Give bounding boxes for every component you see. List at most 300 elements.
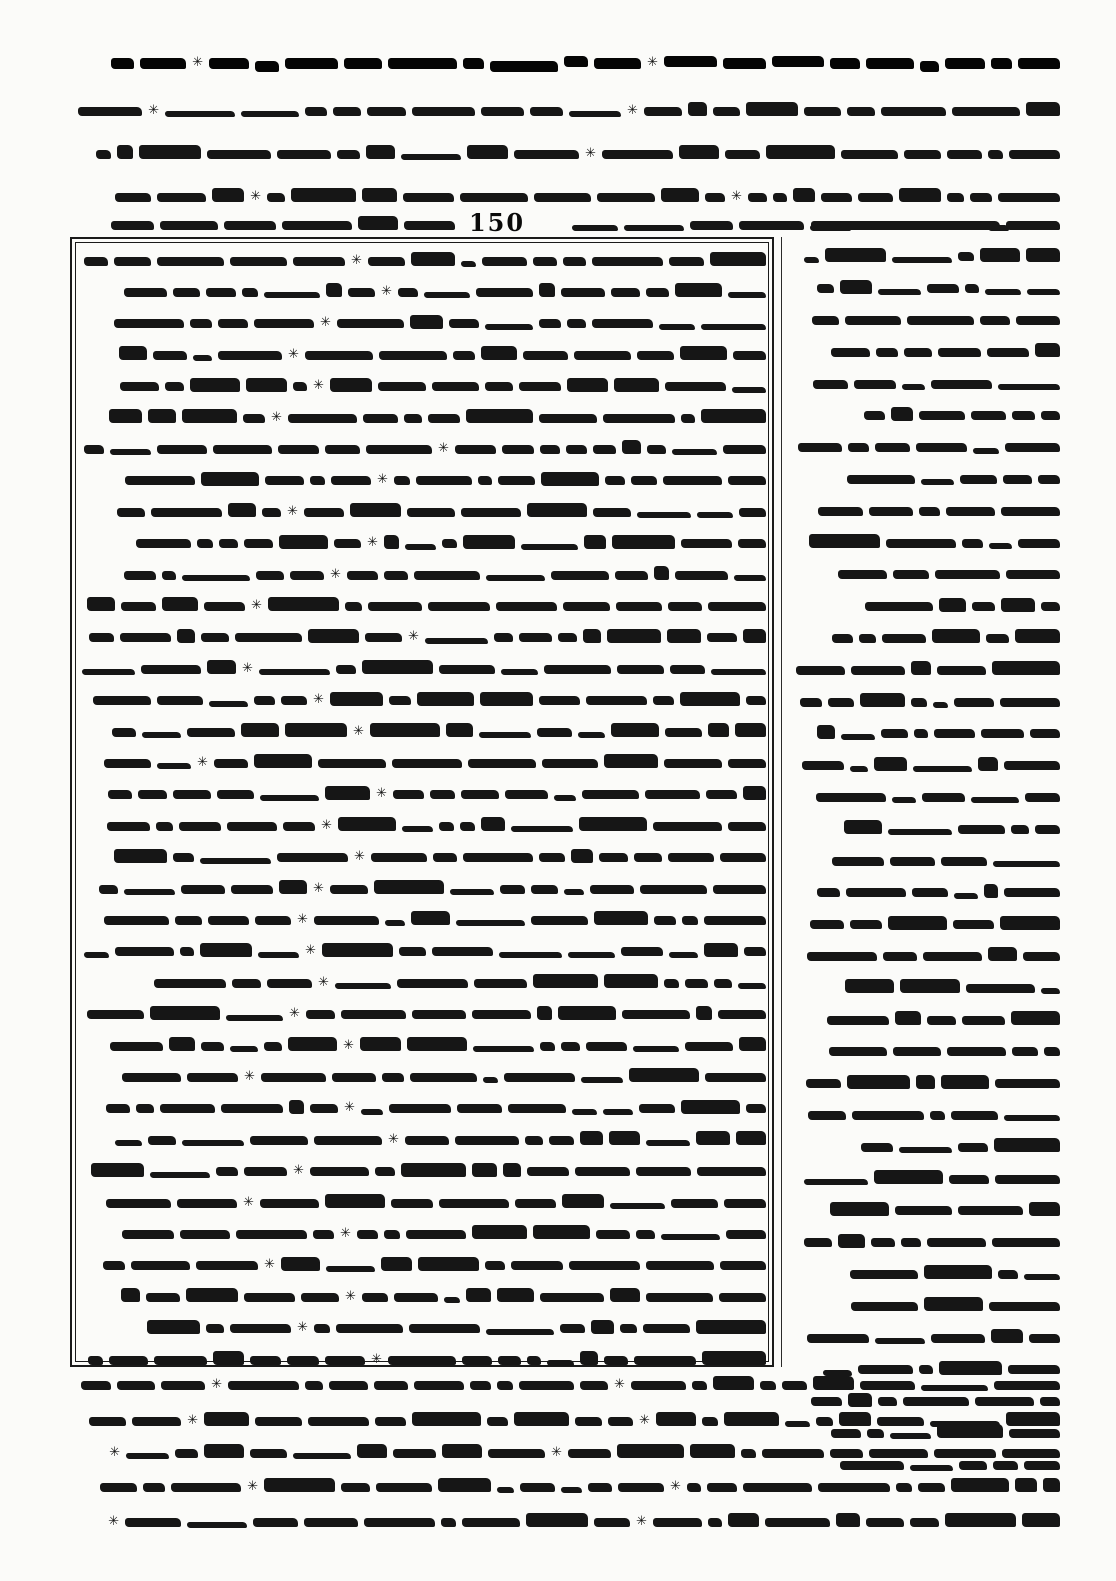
- text-word: [378, 382, 426, 391]
- text-word: [301, 1293, 339, 1302]
- text-word: [1030, 729, 1060, 738]
- text-word: [746, 1104, 766, 1113]
- text-word: [418, 1257, 479, 1271]
- text-word: [432, 947, 493, 956]
- text-word: [267, 979, 312, 988]
- text-word: [402, 826, 433, 832]
- text-word: [250, 1449, 287, 1458]
- margin-text-line: [796, 1198, 1060, 1224]
- text-word: [357, 1444, 387, 1458]
- text-word: [341, 1010, 406, 1019]
- text-word: [874, 1170, 943, 1184]
- text-word: [611, 723, 659, 737]
- text-word: [1043, 1478, 1060, 1492]
- text-word: [401, 154, 461, 160]
- text-word: [143, 1483, 165, 1492]
- text-word: [488, 1449, 545, 1458]
- text-word: [1040, 1397, 1060, 1406]
- text-word: [568, 952, 615, 958]
- text-word: [325, 1194, 385, 1208]
- text-word: [179, 822, 221, 831]
- text-word: [384, 535, 399, 549]
- text-word: [966, 984, 1035, 993]
- text-word: [817, 284, 834, 293]
- main-text-line: [80, 374, 766, 400]
- text-word: [82, 669, 135, 675]
- text-word: [848, 443, 869, 452]
- text-word: [646, 1140, 690, 1146]
- text-word: [124, 288, 167, 297]
- text-word: [602, 150, 673, 159]
- text-word: [481, 107, 524, 116]
- text-word: [472, 1225, 527, 1239]
- text-word: [939, 598, 966, 612]
- text-word: [363, 414, 398, 423]
- text-word: [629, 1068, 699, 1082]
- text-word: [796, 666, 845, 675]
- text-word: [743, 786, 766, 800]
- text-word: [831, 348, 870, 357]
- text-word: [572, 225, 618, 231]
- text-word: [407, 508, 455, 517]
- section-marker-icon: ✳: [250, 188, 262, 204]
- text-word: [701, 409, 766, 423]
- main-text-line: [80, 782, 766, 808]
- text-word: [875, 443, 910, 452]
- text-word: [218, 319, 248, 328]
- text-word: [1026, 102, 1060, 116]
- text-word: [336, 665, 356, 674]
- text-word: [580, 1351, 598, 1365]
- text-word: [540, 1042, 555, 1051]
- text-word: [596, 1230, 630, 1239]
- main-text-line: [80, 1159, 766, 1185]
- text-word: [738, 983, 766, 989]
- text-word: [154, 1356, 207, 1365]
- text-word: [318, 759, 386, 768]
- text-word: [881, 107, 946, 116]
- text-word: [728, 759, 766, 768]
- text-word: [991, 1329, 1023, 1343]
- margin-text-line: [796, 848, 1060, 874]
- main-text-line: [80, 1064, 766, 1090]
- text-word: [947, 1047, 1006, 1056]
- text-word: [497, 1288, 534, 1302]
- text-word: [157, 696, 203, 705]
- text-word: [468, 759, 536, 768]
- text-word: [308, 1417, 369, 1426]
- text-word: [519, 633, 552, 642]
- text-word: [878, 289, 921, 295]
- text-word: [498, 476, 535, 485]
- text-word: [540, 445, 560, 454]
- text-word: [207, 150, 271, 159]
- section-marker-icon: ✳: [345, 1288, 356, 1304]
- text-word: [593, 508, 631, 517]
- text-word: [571, 849, 593, 863]
- text-word: [1022, 1513, 1060, 1527]
- text-word: [899, 188, 941, 202]
- text-word: [720, 853, 766, 862]
- section-marker-icon: ✳: [187, 1412, 199, 1428]
- text-word: [566, 445, 587, 454]
- text-word: [973, 448, 999, 454]
- text-word: [449, 319, 479, 328]
- margin-text-line: [796, 276, 1060, 302]
- text-word: [344, 58, 382, 69]
- text-word: [511, 1261, 563, 1270]
- text-word: [519, 382, 561, 391]
- text-word: [603, 1109, 633, 1115]
- text-word: [904, 150, 941, 159]
- main-text-line: [80, 813, 766, 839]
- text-word: [852, 1111, 924, 1120]
- text-word: [393, 1449, 436, 1458]
- text-word: [261, 1073, 326, 1082]
- section-marker-icon: ✳: [354, 849, 365, 865]
- text-word: [643, 1324, 690, 1333]
- text-word: [733, 351, 766, 360]
- text-word: [680, 692, 740, 706]
- text-word: [88, 1356, 103, 1365]
- text-word: [397, 979, 468, 988]
- text-word: [310, 1104, 338, 1113]
- main-text-line: [80, 531, 766, 557]
- text-word: [150, 1006, 220, 1020]
- header-line: [70, 98, 1060, 124]
- text-word: [156, 822, 173, 831]
- text-word: [624, 225, 684, 231]
- text-word: [485, 1261, 505, 1270]
- text-word: [1023, 952, 1060, 961]
- text-word: [736, 1131, 766, 1145]
- text-word: [428, 602, 490, 611]
- text-word: [432, 382, 479, 391]
- text-word: [461, 790, 499, 799]
- text-word: [527, 1167, 569, 1176]
- text-word: [707, 1483, 737, 1492]
- text-word: [412, 1412, 481, 1426]
- section-marker-icon: ✳: [330, 566, 341, 582]
- text-word: [182, 409, 237, 423]
- text-word: [504, 1073, 575, 1082]
- text-word: [485, 382, 513, 391]
- text-word: [180, 1230, 230, 1239]
- text-word: [160, 1104, 215, 1113]
- text-word: [141, 665, 201, 674]
- text-word: [136, 1104, 154, 1113]
- text-word: [486, 1329, 554, 1335]
- text-word: [285, 58, 338, 69]
- text-word: [1029, 1334, 1060, 1343]
- text-word: [218, 351, 282, 360]
- text-word: [173, 790, 211, 799]
- text-word: [696, 1320, 766, 1334]
- text-word: [460, 822, 475, 831]
- text-word: [725, 150, 760, 159]
- text-word: [741, 1449, 756, 1458]
- text-word: [474, 979, 527, 988]
- text-word: [527, 503, 587, 517]
- margin-text-line: [796, 339, 1060, 365]
- text-word: [462, 1356, 492, 1365]
- text-word: [645, 790, 700, 799]
- text-word: [453, 351, 475, 360]
- main-text-line: [80, 907, 766, 933]
- text-word: [107, 822, 150, 831]
- text-word: [539, 283, 555, 297]
- text-word: [371, 853, 427, 862]
- text-word: [569, 111, 621, 117]
- text-word: [895, 1206, 952, 1215]
- text-word: [455, 445, 496, 454]
- text-word: [924, 1265, 992, 1279]
- text-word: [890, 857, 935, 866]
- text-word: [539, 414, 597, 423]
- text-word: [389, 1104, 451, 1113]
- text-word: [314, 1324, 330, 1333]
- text-word: [132, 1417, 181, 1426]
- main-text-line: [80, 405, 766, 431]
- text-word: [916, 1075, 935, 1089]
- section-marker-icon: ✳: [242, 660, 253, 676]
- text-word: [375, 1417, 406, 1426]
- margin-text-line: [796, 1134, 1060, 1160]
- text-word: [256, 571, 284, 580]
- text-word: [410, 1073, 477, 1082]
- text-word: [460, 193, 528, 202]
- text-word: [838, 1234, 865, 1248]
- text-word: [845, 979, 894, 993]
- text-word: [850, 920, 882, 929]
- text-word: [634, 1356, 696, 1365]
- text-word: [187, 1073, 238, 1082]
- text-word: [362, 660, 433, 674]
- text-word: [345, 602, 362, 611]
- text-word: [937, 666, 986, 675]
- margin-text-line: [796, 307, 1060, 333]
- text-word: [728, 292, 766, 298]
- text-word: [633, 1046, 679, 1052]
- text-word: [728, 476, 766, 485]
- text-word: [326, 1266, 375, 1272]
- text-word: [439, 1199, 509, 1208]
- text-word: [669, 952, 698, 958]
- text-word: [227, 822, 277, 831]
- text-word: [984, 884, 998, 898]
- text-word: [226, 1015, 283, 1021]
- text-word: [817, 725, 835, 739]
- text-word: [230, 257, 287, 266]
- text-word: [138, 790, 167, 799]
- text-word: [379, 351, 447, 360]
- text-word: [1024, 1274, 1060, 1280]
- text-word: [457, 1104, 502, 1113]
- text-word: [370, 723, 440, 737]
- text-word: [877, 1417, 924, 1426]
- text-word: [293, 257, 345, 266]
- text-word: [87, 597, 115, 611]
- margin-text-line: [796, 1039, 1060, 1065]
- section-marker-icon: ✳: [636, 1513, 647, 1529]
- section-marker-icon: ✳: [670, 1478, 681, 1494]
- text-word: [214, 759, 248, 768]
- text-word: [358, 216, 398, 230]
- section-marker-icon: ✳: [197, 754, 208, 770]
- text-word: [388, 58, 457, 69]
- margin-text-line: [796, 466, 1060, 492]
- text-word: [160, 221, 218, 230]
- text-word: [122, 1073, 181, 1082]
- text-word: [150, 1172, 210, 1178]
- text-word: [530, 107, 563, 116]
- text-word: [153, 351, 187, 360]
- text-word: [177, 629, 195, 643]
- text-word: [533, 1225, 590, 1239]
- text-word: [696, 1131, 730, 1145]
- text-word: [656, 1412, 696, 1426]
- text-word: [724, 1199, 766, 1208]
- text-word: [111, 221, 154, 230]
- margin-text-line: [796, 498, 1060, 524]
- margin-text-line: [796, 657, 1060, 683]
- text-word: [250, 1356, 281, 1365]
- margin-text-line: [796, 1293, 1060, 1319]
- text-word: [614, 378, 659, 392]
- main-text-line: [80, 1347, 766, 1373]
- text-word: [696, 1006, 712, 1020]
- text-word: [697, 512, 733, 518]
- text-word: [366, 445, 432, 454]
- text-word: [681, 414, 695, 423]
- text-word: [212, 188, 244, 202]
- text-word: [508, 1104, 566, 1113]
- text-word: [283, 822, 315, 831]
- text-word: [668, 853, 714, 862]
- text-word: [91, 1163, 144, 1177]
- text-word: [675, 283, 722, 297]
- text-word: [368, 257, 405, 266]
- text-word: [851, 1302, 918, 1311]
- text-word: [840, 280, 872, 294]
- text-word: [230, 1046, 258, 1052]
- section-marker-icon: ✳: [264, 1257, 275, 1273]
- text-word: [201, 472, 259, 486]
- text-word: [281, 1257, 320, 1271]
- text-word: [1016, 316, 1060, 325]
- text-word: [1027, 289, 1060, 295]
- text-word: [654, 916, 676, 925]
- text-word: [864, 411, 885, 420]
- margin-text-line: [796, 689, 1060, 715]
- text-word: [597, 193, 655, 202]
- footer-text-line: [70, 1372, 1060, 1398]
- text-word: [832, 857, 884, 866]
- text-word: [206, 288, 236, 297]
- text-word: [244, 539, 273, 548]
- text-word: [918, 1483, 945, 1492]
- text-word: [534, 193, 591, 202]
- margin-divider: [781, 237, 792, 1367]
- section-marker-icon: ✳: [321, 817, 332, 833]
- section-marker-icon: ✳: [243, 1194, 254, 1210]
- text-word: [308, 629, 359, 643]
- text-word: [612, 535, 675, 549]
- text-word: [206, 1324, 224, 1333]
- text-word: [773, 193, 787, 202]
- text-word: [182, 1140, 244, 1146]
- text-word: [121, 602, 156, 611]
- text-word: [563, 602, 610, 611]
- text-word: [494, 633, 513, 642]
- text-word: [653, 822, 722, 831]
- text-word: [705, 1073, 766, 1082]
- text-word: [1012, 1047, 1038, 1056]
- text-word: [254, 319, 314, 328]
- text-word: [830, 1202, 889, 1216]
- text-word: [958, 1206, 1023, 1215]
- text-word: [463, 535, 515, 549]
- text-word: [486, 575, 545, 581]
- text-word: [766, 145, 835, 159]
- text-word: [314, 1136, 382, 1145]
- text-word: [374, 880, 444, 894]
- text-word: [728, 1513, 759, 1527]
- text-word: [392, 759, 462, 768]
- section-marker-icon: ✳: [192, 54, 204, 70]
- text-word: [411, 911, 450, 925]
- main-text-line: [80, 1127, 766, 1153]
- text-word: [994, 1381, 1060, 1390]
- text-word: [930, 1421, 1000, 1427]
- section-marker-icon: ✳: [353, 723, 364, 739]
- text-word: [407, 1037, 467, 1051]
- text-word: [476, 288, 533, 297]
- main-text-line: [80, 750, 766, 776]
- text-word: [875, 1338, 925, 1344]
- text-word: [216, 1167, 238, 1176]
- text-word: [230, 1324, 291, 1333]
- text-word: [332, 1073, 376, 1082]
- text-word: [99, 885, 118, 894]
- text-word: [401, 1163, 466, 1177]
- text-word: [241, 723, 279, 737]
- text-word: [900, 979, 960, 993]
- text-word: [539, 696, 580, 705]
- text-word: [242, 288, 258, 297]
- text-word: [617, 1444, 684, 1458]
- text-word: [845, 316, 901, 325]
- section-marker-icon: ✳: [293, 1163, 304, 1179]
- section-marker-icon: ✳: [731, 188, 742, 204]
- text-word: [405, 544, 436, 550]
- text-word: [96, 150, 111, 159]
- section-marker-icon: ✳: [211, 1376, 223, 1392]
- text-word: [414, 571, 480, 580]
- text-word: [304, 508, 344, 517]
- text-word: [1000, 916, 1060, 930]
- text-word: [289, 1100, 304, 1114]
- text-word: [704, 943, 738, 957]
- text-word: [347, 571, 378, 580]
- text-word: [122, 1230, 174, 1239]
- text-word: [708, 1518, 722, 1527]
- text-word: [934, 1449, 996, 1458]
- text-word: [360, 1037, 401, 1051]
- text-word: [804, 1238, 832, 1247]
- text-word: [1029, 1202, 1060, 1216]
- text-word: [986, 634, 1009, 643]
